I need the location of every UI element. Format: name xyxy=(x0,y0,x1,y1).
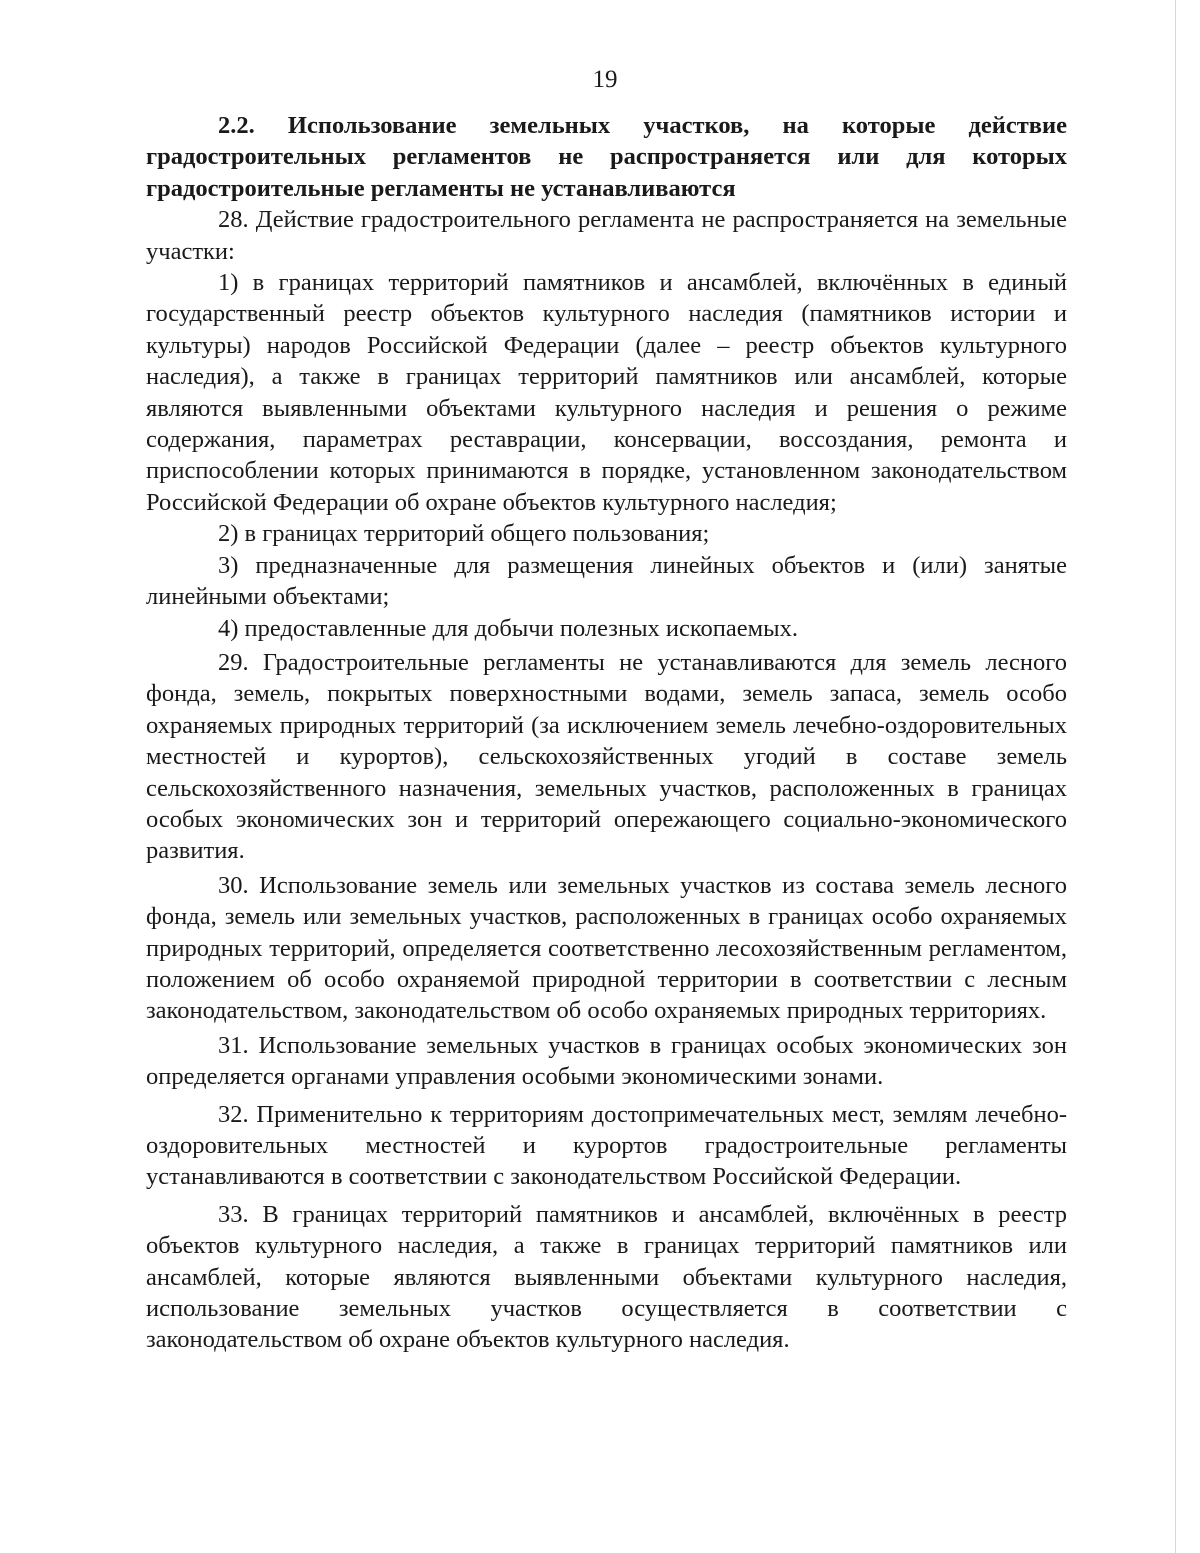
list-item-2: 2) в границах территорий общего пользования; xyxy=(218,520,710,548)
list-item-4: 4) предоставленные для добычи полезных ископаемых. xyxy=(218,614,798,642)
list-item-3: 3) предназначенные для размещения линейных объектов и (или) занятые линейными объектами; xyxy=(146,551,1067,611)
paragraph-31: 31. Использование земельных участков в границах особых экономических зон определяется органами управления особыми экономическими зонами. xyxy=(146,1031,1067,1091)
page-number: 19 xyxy=(592,66,618,93)
paragraph-28: 28. Действие градостроительного регламента не распространяется на земельные участки: xyxy=(146,206,1067,265)
paragraph-29: 29. Градостроительные регламенты не устанавливаются для земель лесного фонда, земель, покрытых поверхностными водами, земель запаса, земель особо охраняемых природных территорий (за исключением земель лечебно-оздоровительных местностей и курортов), сельскохозяйственных угодий в составе земель сельскохозяйственного назначения, земельных участков, расположенных в границах особых экономических зон и территорий опережающего социально-экономического развития. xyxy=(146,648,1067,865)
list-item-1: 1) в границах территорий памятников и ансамблей, включённых в единый государственный реестр объектов культурного наследия (памятников истории и культуры) народов Российской Федерации (далее – реестр объектов культурного наследия), а также в границах территорий памятников или ансамблей, которые являются выявленными объектами культурного наследия и решения о режиме содержания, параметрах реставрации, консервации, воссоздания, ремонта и приспособлении которых принимаются в порядке, установленном законодательством Российской Федерации об охране объектов культурного наследия; xyxy=(146,269,1067,516)
section-heading: 2.2. Использование земельных участков, на которые действие градостроительных регламентов не распространяется или для которых градостроительные регламенты не устанавливаются xyxy=(146,112,1067,202)
paragraph-33: 33. В границах территорий памятников и ансамблей, включённых в реестр объектов культурного наследия, а также в границах территорий памятников или ансамблей, которые являются выявленными объектами культурного наследия, использование земельных участков осуществляется в соответствии с законодательством об охране объектов культурного наследия. xyxy=(146,1200,1067,1354)
paragraph-32: 32. Применительно к территориям достопримечательных мест, землям лечебно-оздоровительных местностей и курортов градостроительные регламенты устанавливаются в соответствии с законодательством Российской Федерации. xyxy=(146,1100,1067,1191)
paragraph-30: 30. Использование земель или земельных участков из состава земель лесного фонда, земель или земельных участков, расположенных в границах особо охраняемых природных территорий, определяется соответственно лесохозяйственным регламентом, положением об особо охраняемой природной территории в соответствии с лесным законодательством, законодательством об особо охраняемых природных территориях. xyxy=(146,871,1067,1025)
scan-edge-line xyxy=(1175,0,1176,1553)
document-body xyxy=(146,110,1067,1356)
